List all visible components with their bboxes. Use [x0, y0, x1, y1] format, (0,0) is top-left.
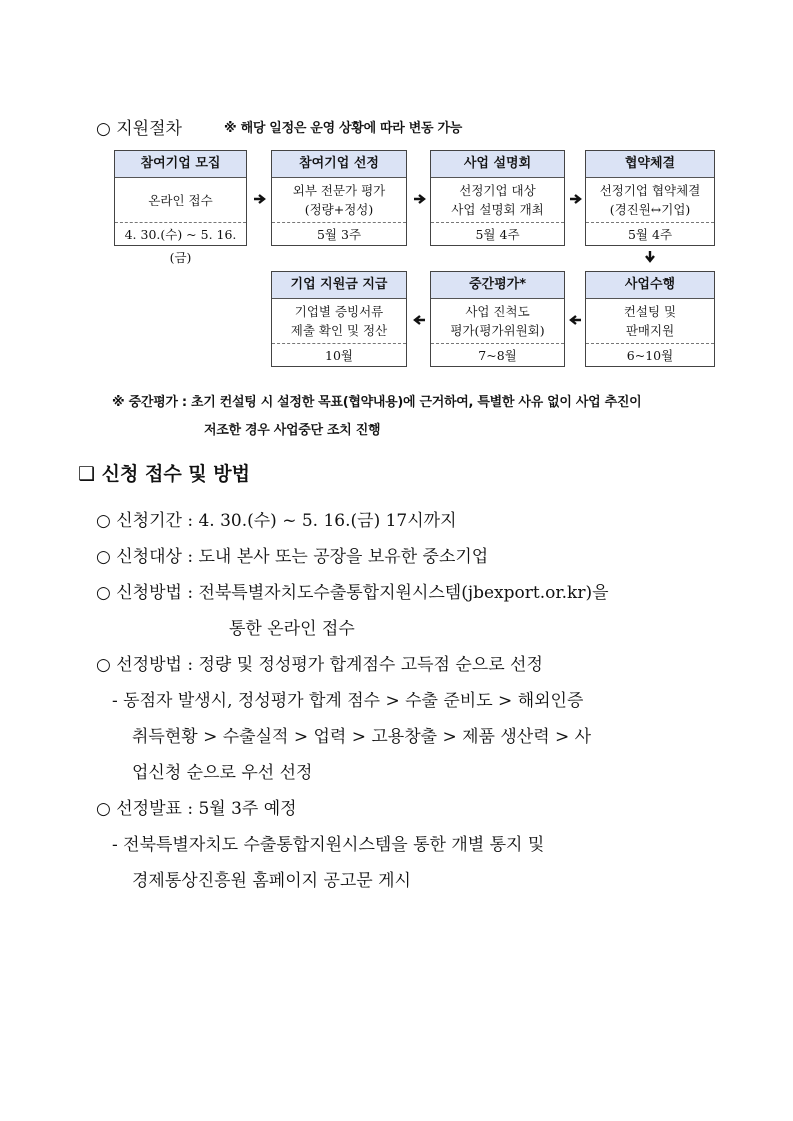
step-body-line: 평가(평가위원회) [450, 323, 545, 338]
step-box-3 [430, 150, 565, 246]
text-line: 업신청 순으로 우선 선정 [132, 763, 313, 783]
step-body-line: 제출 확인 및 정산 [290, 323, 388, 338]
step-body-line: 선정기업 협약체결 [599, 183, 701, 198]
step-body [431, 178, 564, 223]
step-body-line: 선정기업 대상 [459, 183, 536, 198]
step-header: 참여기업 선정 [272, 151, 406, 178]
arrow-down-icon [643, 250, 657, 264]
step-body-line: (정량+정성) [304, 202, 374, 217]
step-footer: 10월 [325, 348, 353, 363]
step-box-6 [430, 271, 565, 367]
step-body [272, 178, 406, 223]
step-footer: 5월 4주 [627, 227, 673, 242]
step-header: 기업 지원금 지급 [272, 272, 406, 299]
arrow-left-icon [412, 313, 426, 327]
text-line: ○ 신청기간 : 4. 30.(수) ~ 5. 16.(금) 17시까지 [96, 511, 457, 531]
step-body-line: 컨설팅 및 [623, 304, 677, 319]
step-box-7 [271, 271, 407, 367]
step-body [586, 178, 714, 223]
text-line: - 전북특별자치도 수출통합지원시스템을 통한 개별 통지 및 [112, 835, 545, 855]
text-line: ○ 선정발표 : 5월 3주 예정 [96, 799, 297, 819]
text-line: 취득현황 > 수출실적 > 업력 > 고용창출 > 제품 생산력 > 사 [132, 727, 592, 747]
step-footer: 7~8월 [478, 348, 517, 363]
arrow-right-icon [253, 192, 267, 206]
step-box-1 [114, 150, 247, 265]
text-line: ○ 신청대상 : 도내 본사 또는 공장을 보유한 중소기업 [96, 547, 489, 567]
step-body-line: (경진원↔기업) [609, 202, 691, 217]
step-body [115, 178, 246, 223]
procedure-title: ○ 지원절차 [96, 119, 182, 139]
step-footer: 6~10월 [626, 348, 674, 363]
step-body [431, 299, 564, 344]
step-body [586, 299, 714, 344]
step-box-4 [585, 150, 715, 246]
step-footer: 5월 4주 [475, 227, 520, 242]
step-body-line: 외부 전문가 평가 [292, 183, 386, 198]
step-footer: 4. 30.(수) ~ 5. 16.(금) [124, 227, 237, 265]
arrow-right-icon [413, 192, 427, 206]
text-line: 통한 온라인 접수 [229, 619, 355, 639]
step-body-line: 온라인 접수 [148, 192, 213, 208]
step-body [272, 299, 406, 344]
step-header: 사업수행 [586, 272, 714, 299]
step-header: 중간평가* [431, 272, 564, 299]
text-line: ○ 신청방법 : 전북특별자치도수출통합지원시스템(jbexport.or.kr)을 [96, 583, 609, 603]
step-body-line: 판매지원 [625, 323, 675, 338]
step-box-5 [585, 271, 715, 367]
text-line: ○ 선정방법 : 정량 및 정성평가 합계점수 고득점 순으로 선정 [96, 655, 543, 675]
text-line: - 동점자 발생시, 정성평가 합계 점수 > 수출 준비도 > 해외인증 [112, 691, 584, 711]
footnote-line-1: ※ 중간평가 : 초기 컨설팅 시 설정한 목표(협약내용)에 근거하여, 특별한 사유 없이 사업 추진이 [112, 395, 642, 410]
step-body-line: 사업 진척도 [465, 304, 530, 319]
step-body-line: 기업별 증빙서류 [294, 304, 384, 319]
text-line: 경제통상진흥원 홈페이지 공고문 게시 [132, 871, 411, 891]
step-body-line: 사업 설명회 개최 [451, 202, 544, 217]
step-header: 사업 설명회 [431, 151, 564, 178]
arrow-left-icon [568, 313, 582, 327]
step-footer: 5월 3주 [316, 227, 362, 242]
section-title: ❑ 신청 접수 및 방법 [78, 463, 250, 485]
step-header: 참여기업 모집 [115, 151, 246, 178]
procedure-note: ※ 해당 일정은 운영 상황에 따라 변동 가능 [224, 121, 463, 136]
footnote-line-2: 저조한 경우 사업중단 조치 진행 [204, 423, 381, 438]
step-box-2 [271, 150, 407, 246]
step-header: 협약체결 [586, 151, 714, 178]
arrow-right-icon [569, 192, 583, 206]
